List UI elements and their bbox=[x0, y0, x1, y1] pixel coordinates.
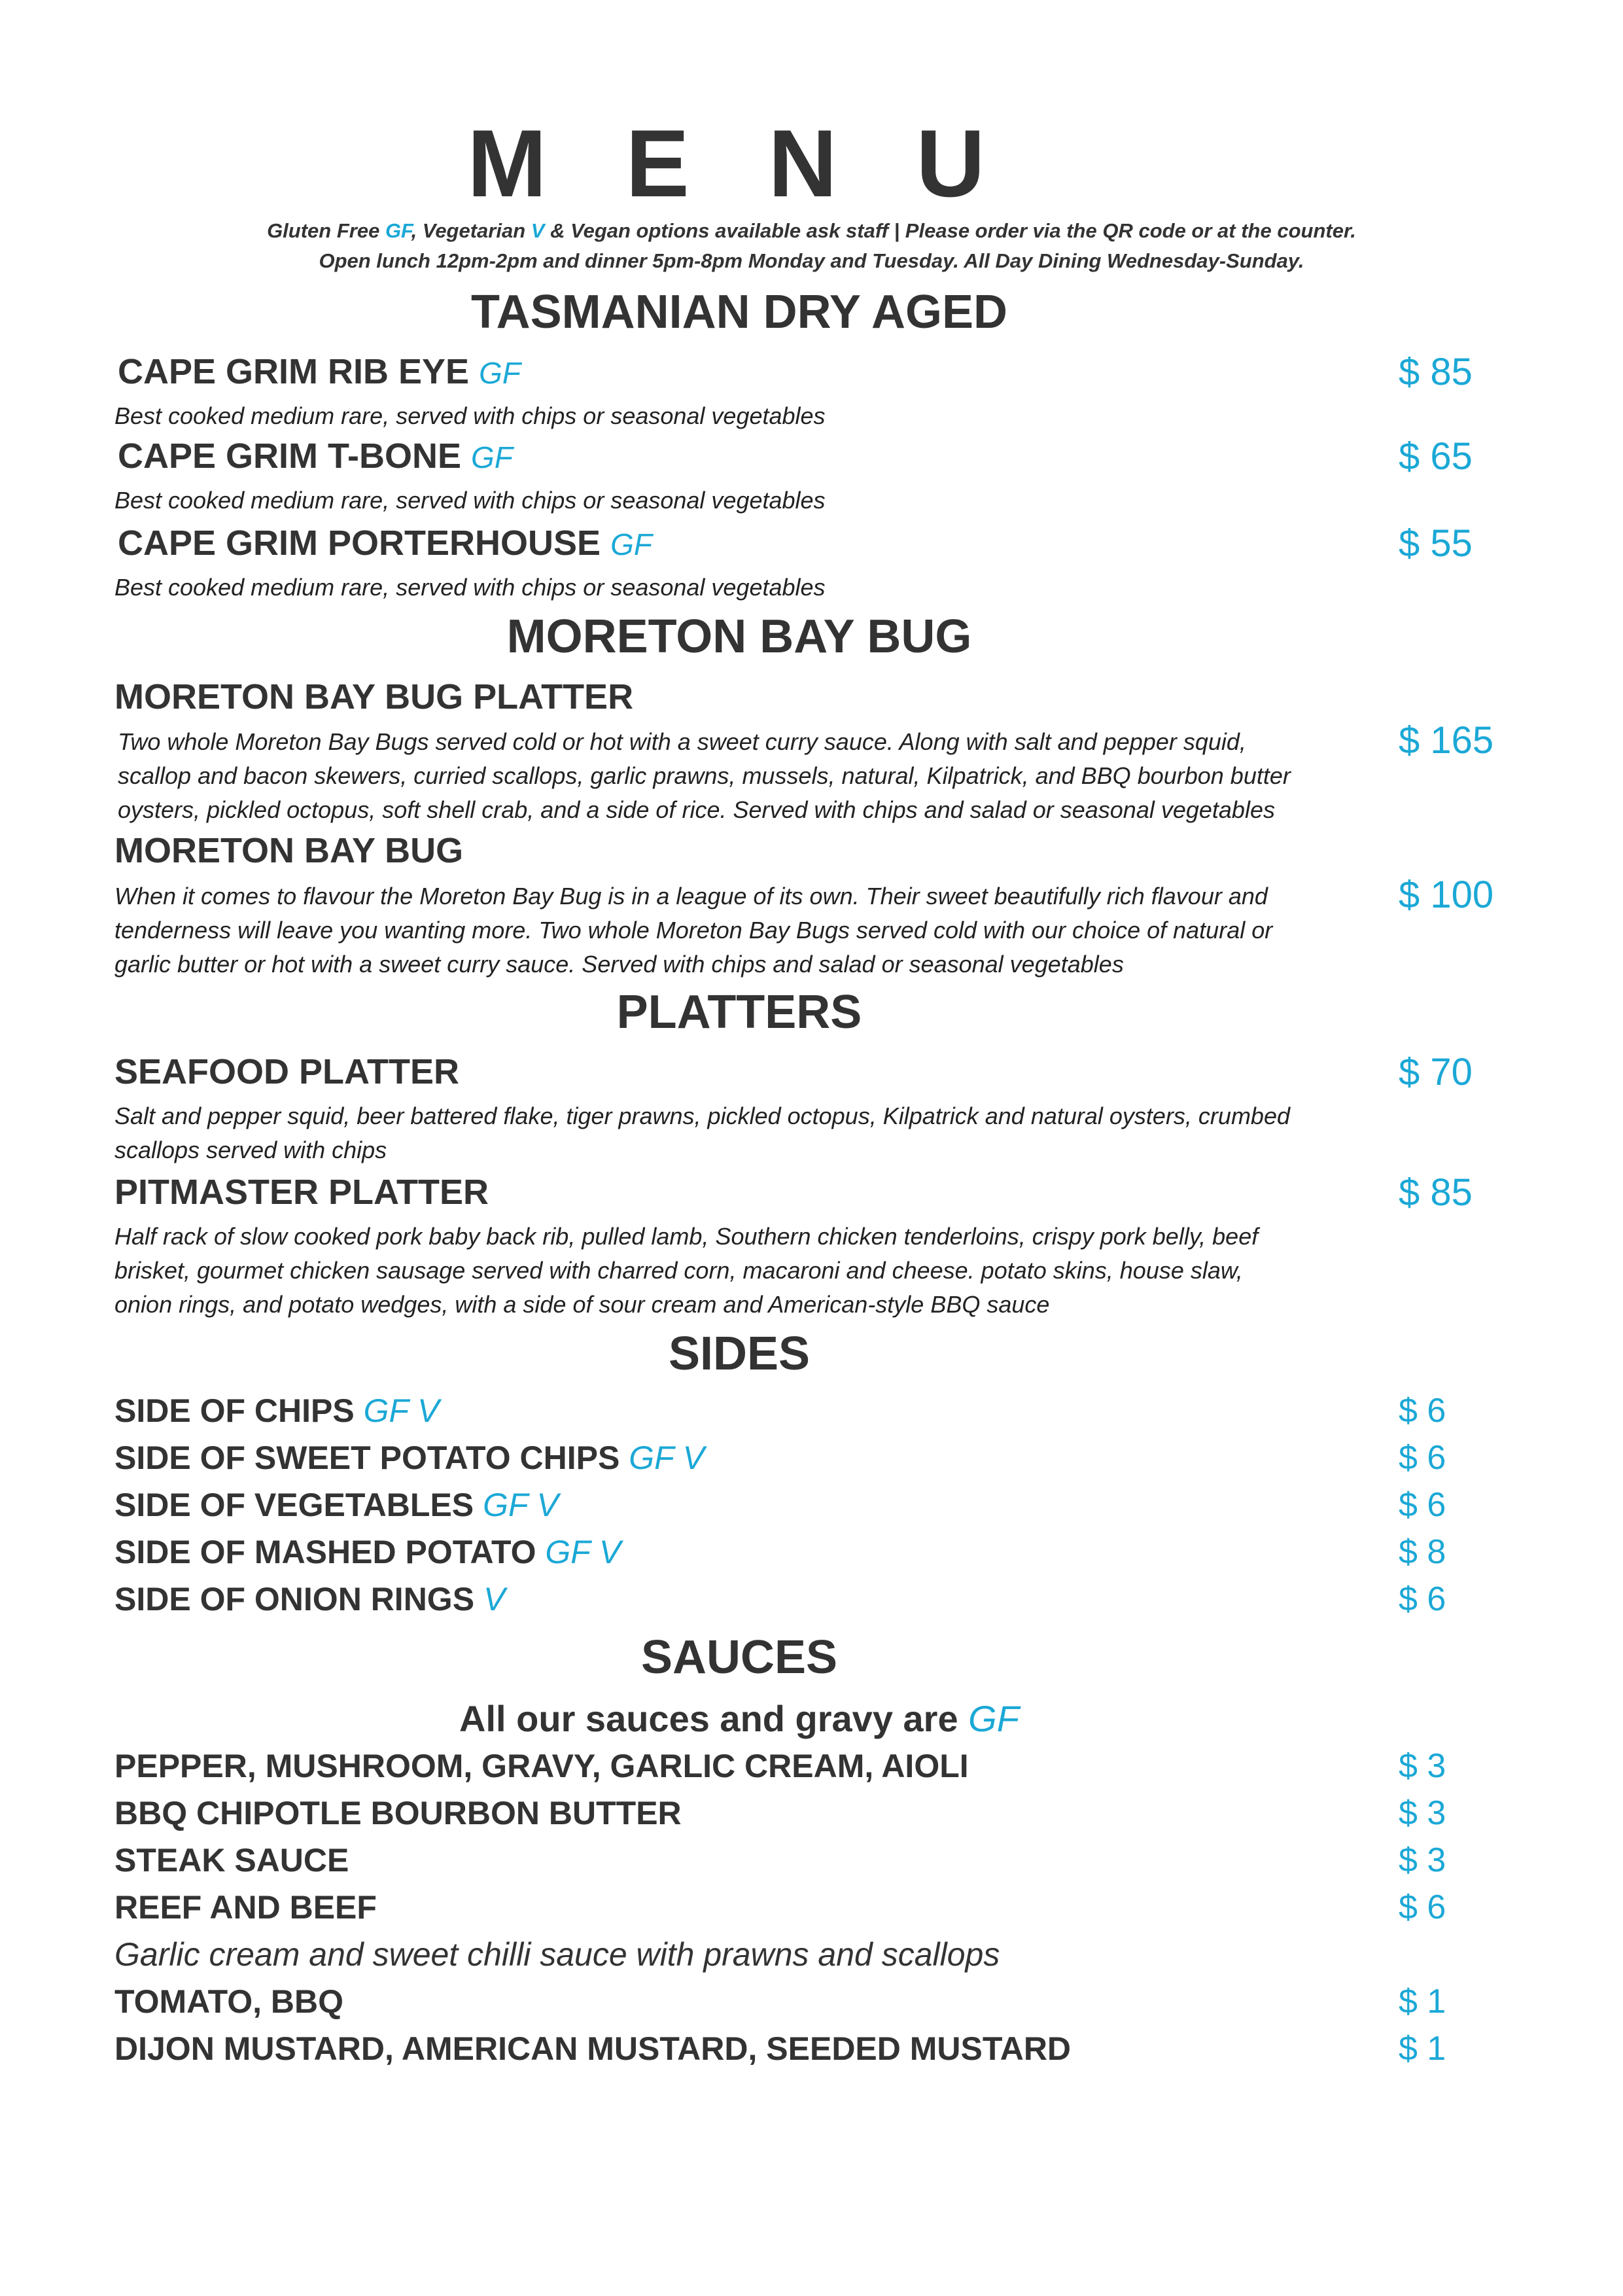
menu-item-name: MORETON BAY BUG bbox=[114, 831, 464, 870]
section-heading-dry-aged: TASMANIAN DRY AGED bbox=[470, 286, 1008, 338]
side-price: $ 6 bbox=[1399, 1392, 1446, 1430]
subheading-text: All our sauces and gravy are bbox=[459, 1698, 969, 1739]
sauce-price: $ 3 bbox=[1399, 1841, 1446, 1879]
side-item bbox=[114, 1436, 705, 1479]
sauce-price: $ 6 bbox=[1399, 1888, 1446, 1926]
menu-item-description: Best cooked medium rare, served with chips or seasonal vegetables bbox=[114, 574, 826, 601]
sauce-item: PEPPER, MUSHROOM, GRAVY, GARLIC CREAM, AIOLI bbox=[114, 1748, 969, 1784]
item-tag: GF V bbox=[545, 1534, 621, 1570]
menu-item-description: onion rings, and potato wedges, with a side of sour cream and American-style BBQ sauce bbox=[114, 1291, 1050, 1318]
item-name: SIDE OF ONION RINGS bbox=[114, 1581, 475, 1617]
menu-item-description: Two whole Moreton Bay Bugs served cold or hot with a sweet curry sauce. Along with salt and pepper squid, bbox=[118, 728, 1246, 755]
section-heading-sides: SIDES bbox=[668, 1328, 811, 1380]
menu-item-name: MORETON BAY BUG PLATTER bbox=[114, 677, 634, 716]
menu-item-price: $ 85 bbox=[1399, 351, 1473, 393]
item-tag: GF V bbox=[629, 1439, 705, 1476]
sauce-price: $ 3 bbox=[1399, 1747, 1446, 1785]
v-tag: V bbox=[531, 219, 545, 242]
menu-item-name: PITMASTER PLATTER bbox=[114, 1173, 489, 1212]
item-name: SIDE OF MASHED POTATO bbox=[114, 1534, 536, 1570]
section-heading-platters: PLATTERS bbox=[616, 986, 862, 1038]
sauce-item: STEAK SAUCE bbox=[114, 1842, 349, 1879]
sauce-price: $ 1 bbox=[1399, 2030, 1446, 2068]
dietary-note bbox=[0, 217, 1623, 245]
menu-item-name bbox=[118, 433, 513, 480]
item-tag: GF V bbox=[483, 1487, 559, 1523]
section-heading-sauces: SAUCES bbox=[640, 1631, 838, 1684]
side-price: $ 8 bbox=[1399, 1533, 1446, 1571]
side-price: $ 6 bbox=[1399, 1486, 1446, 1524]
note-text: Gluten Free bbox=[267, 219, 385, 242]
sauce-item: TOMATO, BBQ bbox=[114, 1983, 343, 2020]
section-heading-moreton: MORETON BAY BUG bbox=[506, 610, 972, 663]
opening-hours-note: Open lunch 12pm-2pm and dinner 5pm-8pm Monday and Tuesday. All Day Dining Wednesday-Sunday. bbox=[319, 249, 1304, 272]
item-name: SIDE OF CHIPS bbox=[114, 1392, 355, 1429]
side-item bbox=[114, 1389, 439, 1432]
sauce-price: $ 3 bbox=[1399, 1794, 1446, 1832]
sauce-item: BBQ CHIPOTLE BOURBON BUTTER bbox=[114, 1795, 682, 1831]
menu-item-name bbox=[118, 349, 521, 396]
menu-item-name bbox=[118, 520, 652, 567]
item-name: CAPE GRIM RIB EYE bbox=[118, 352, 470, 391]
sauce-description: Garlic cream and sweet chilli sauce with prawns and scallops bbox=[114, 1936, 1000, 1973]
menu-item-description: tenderness will leave you wanting more. Two whole Moreton Bay Bugs served cold with our choice of natural or bbox=[114, 917, 1273, 944]
menu-item-price: $ 85 bbox=[1399, 1171, 1473, 1214]
menu-title: M E N U bbox=[467, 110, 1011, 217]
menu-item-description: When it comes to flavour the Moreton Bay Bug is in a league of its own. Their sweet beautifully rich flavour and bbox=[114, 883, 1268, 910]
item-tag: GF V bbox=[363, 1392, 440, 1429]
menu-item-name: SEAFOOD PLATTER bbox=[114, 1052, 460, 1091]
item-name: SIDE OF SWEET POTATO CHIPS bbox=[114, 1439, 620, 1476]
menu-item-description: oysters, pickled octopus, soft shell crab, and a side of rice. Served with chips and salad or seasonal vegetables bbox=[118, 796, 1275, 823]
gf-tag: GF bbox=[385, 219, 411, 242]
menu-item-description: Best cooked medium rare, served with chips or seasonal vegetables bbox=[114, 402, 826, 429]
side-item bbox=[114, 1483, 559, 1527]
side-item bbox=[114, 1530, 621, 1574]
menu-item-description: Best cooked medium rare, served with chips or seasonal vegetables bbox=[114, 487, 826, 514]
menu-item-description: garlic butter or hot with a sweet curry sauce. Served with chips and salad or seasonal vegetables bbox=[114, 951, 1124, 978]
item-name: SIDE OF VEGETABLES bbox=[114, 1487, 474, 1523]
sauces-subheading bbox=[0, 1696, 1478, 1742]
side-price: $ 6 bbox=[1399, 1439, 1446, 1477]
sauce-item: REEF AND BEEF bbox=[114, 1889, 377, 1926]
note-text: , Vegetarian bbox=[411, 219, 531, 242]
gf-tag: GF bbox=[968, 1698, 1019, 1739]
item-name: CAPE GRIM PORTERHOUSE bbox=[118, 523, 601, 563]
menu-item-description: brisket, gourmet chicken sausage served with charred corn, macaroni and cheese. potato skins, house slaw, bbox=[114, 1257, 1243, 1284]
item-tag: GF bbox=[479, 356, 521, 390]
menu-item-description: scallops served with chips bbox=[114, 1137, 387, 1163]
sauce-item: DIJON MUSTARD, AMERICAN MUSTARD, SEEDED MUSTARD bbox=[114, 2030, 1072, 2067]
menu-item-price: $ 70 bbox=[1399, 1051, 1473, 1093]
menu-item-price: $ 55 bbox=[1399, 522, 1473, 565]
item-tag: GF bbox=[610, 527, 652, 561]
side-item bbox=[114, 1578, 505, 1621]
menu-item-description: Salt and pepper squid, beer battered flake, tiger prawns, pickled octopus, Kilpatrick and natural oysters, crumbed bbox=[114, 1103, 1290, 1129]
menu-item-price: $ 165 bbox=[1399, 719, 1494, 762]
item-tag: GF bbox=[471, 440, 513, 474]
item-name: CAPE GRIM T-BONE bbox=[118, 436, 462, 476]
menu-item-price: $ 100 bbox=[1399, 874, 1494, 916]
note-text: & Vegan options available ask staff | Please order via the QR code or at the counter. bbox=[544, 219, 1356, 242]
menu-item-description: Half rack of slow cooked pork baby back rib, pulled lamb, Southern chicken tenderloins, crispy pork belly, beef bbox=[114, 1223, 1259, 1250]
menu-item-price: $ 65 bbox=[1399, 435, 1473, 478]
sauce-price: $ 1 bbox=[1399, 1983, 1446, 2021]
menu-item-description: scallop and bacon skewers, curried scallops, garlic prawns, mussels, natural, Kilpatrick, and BBQ bourbon butter bbox=[118, 762, 1291, 789]
item-tag: V bbox=[483, 1581, 506, 1617]
side-price: $ 6 bbox=[1399, 1580, 1446, 1618]
